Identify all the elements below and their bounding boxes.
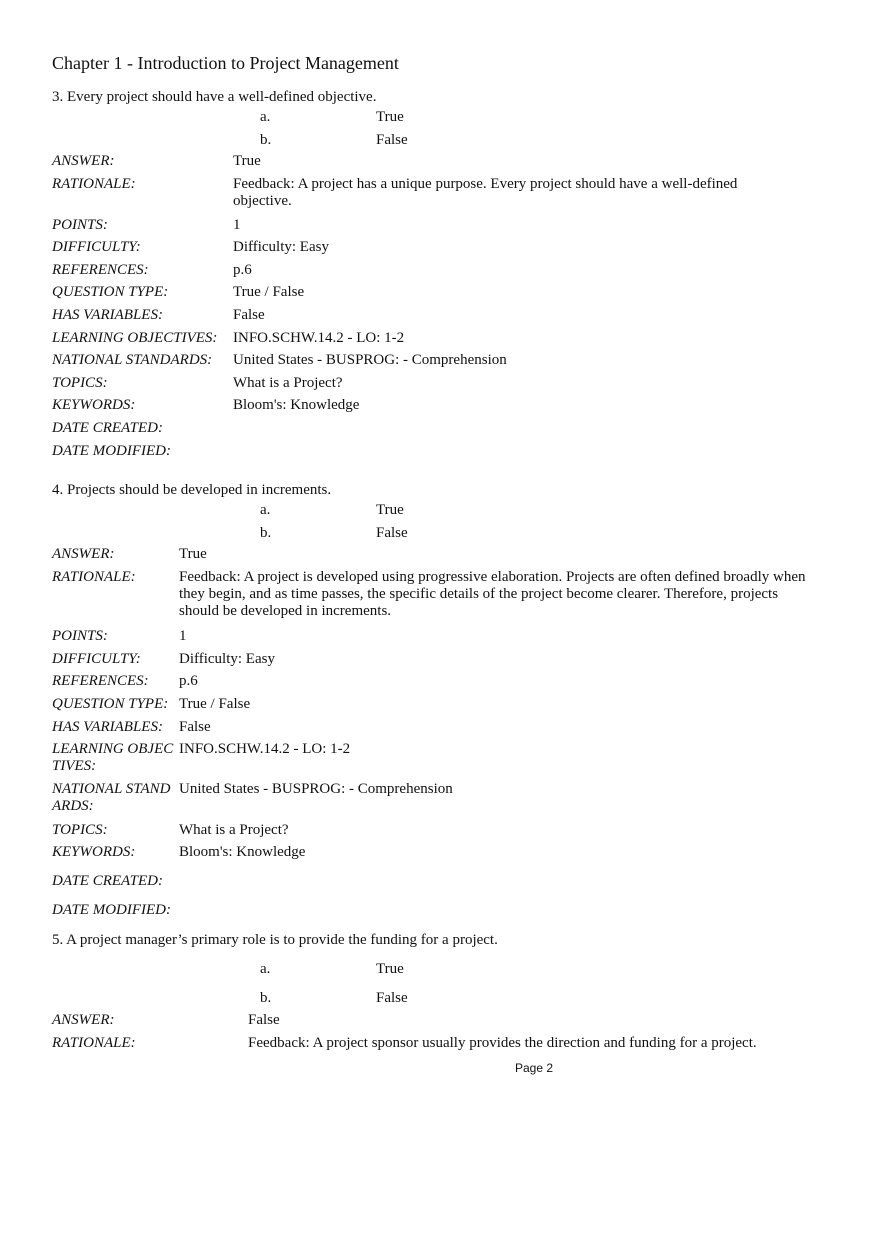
option-a-letter: a. [260, 961, 271, 977]
learning-objectives-value: INFO.SCHW.14.2 - LO: 1-2 [179, 741, 351, 757]
rationale-value: Feedback: A project sponsor usually provides the direction and funding for a project. [248, 1035, 757, 1051]
option-b-text: False [376, 990, 408, 1006]
rationale-label: RATIONALE: [52, 569, 136, 585]
difficulty-label: DIFFICULTY: [52, 239, 141, 255]
date-modified-label: DATE MODIFIED: [52, 443, 171, 459]
answer-label: ANSWER: [52, 546, 115, 562]
option-b-letter: b. [260, 525, 272, 541]
topics-value: What is a Project? [179, 822, 289, 838]
question-stem: 3. Every project should have a well-defined objective. [52, 89, 377, 105]
has-variables-value: False [233, 307, 265, 323]
question-type-value: True / False [179, 696, 251, 712]
option-a-text: True [376, 109, 404, 125]
question-stem: 4. Projects should be developed in increments. [52, 482, 332, 498]
rationale-label: RATIONALE: [52, 176, 136, 192]
answer-label: ANSWER: [52, 1012, 115, 1028]
option-a-letter: a. [260, 109, 271, 125]
question-type-label: QUESTION TYPE: [52, 284, 169, 300]
points-value: 1 [233, 217, 241, 233]
option-b-text: False [376, 525, 408, 541]
answer-label: ANSWER: [52, 153, 115, 169]
rationale-value: Feedback: A project is developed using progressive elaboration. Projects are often defined broadly when they begin, and as time passes, the specific details of the project become clearer. Therefore, projects should be developed in increments. [179, 569, 806, 619]
topics-label: TOPICS: [52, 822, 108, 838]
has-variables-label: HAS VARIABLES: [52, 719, 163, 735]
points-label: POINTS: [52, 628, 108, 644]
topics-label: TOPICS: [52, 375, 108, 391]
question-stem: 5. A project manager’s primary role is to provide the funding for a project. [52, 932, 498, 948]
question-type-value: True / False [233, 284, 305, 300]
difficulty-value: Difficulty: Easy [179, 651, 275, 667]
points-value: 1 [179, 628, 187, 644]
difficulty-label: DIFFICULTY: [52, 651, 141, 667]
answer-value: True [233, 153, 261, 169]
keywords-value: Bloom's: Knowledge [179, 844, 306, 860]
learning-objectives-value: INFO.SCHW.14.2 - LO: 1-2 [233, 330, 405, 346]
references-value: p.6 [179, 673, 198, 689]
has-variables-label: HAS VARIABLES: [52, 307, 163, 323]
answer-value: False [248, 1012, 280, 1028]
national-standards-value: United States - BUSPROG: - Comprehension [179, 781, 453, 797]
references-label: REFERENCES: [52, 673, 149, 689]
question-type-label: QUESTION TYPE: [52, 696, 169, 712]
references-value: p.6 [233, 262, 252, 278]
rationale-value: Feedback: A project has a unique purpose. Every project should have a well-defined objective. [233, 176, 738, 209]
keywords-label: KEYWORDS: [52, 844, 136, 860]
option-b-text: False [376, 132, 408, 148]
rationale-label: RATIONALE: [52, 1035, 136, 1051]
topics-value: What is a Project? [233, 375, 343, 391]
option-b-letter: b. [260, 990, 272, 1006]
learning-objectives-label: LEARNING OBJECTIVES: [52, 741, 174, 774]
keywords-value: Bloom's: Knowledge [233, 397, 360, 413]
page-number: Page 2 [514, 1061, 554, 1075]
points-label: POINTS: [52, 217, 108, 233]
chapter-title: Chapter 1 - Introduction to Project Management [52, 53, 399, 73]
national-standards-value: United States - BUSPROG: - Comprehension [233, 352, 507, 368]
difficulty-value: Difficulty: Easy [233, 239, 329, 255]
option-a-text: True [376, 961, 404, 977]
has-variables-value: False [179, 719, 211, 735]
answer-value: True [179, 546, 207, 562]
date-created-label: DATE CREATED: [52, 420, 163, 436]
option-a-text: True [376, 502, 404, 518]
national-standards-label: NATIONAL STANDARDS: [52, 352, 213, 368]
option-a-letter: a. [260, 502, 271, 518]
keywords-label: KEYWORDS: [52, 397, 136, 413]
national-standards-label: NATIONAL STANDARDS: [52, 781, 171, 814]
date-created-label: DATE CREATED: [52, 873, 163, 889]
references-label: REFERENCES: [52, 262, 149, 278]
learning-objectives-label: LEARNING OBJECTIVES: [52, 330, 218, 346]
option-b-letter: b. [260, 132, 272, 148]
date-modified-label: DATE MODIFIED: [52, 902, 171, 918]
